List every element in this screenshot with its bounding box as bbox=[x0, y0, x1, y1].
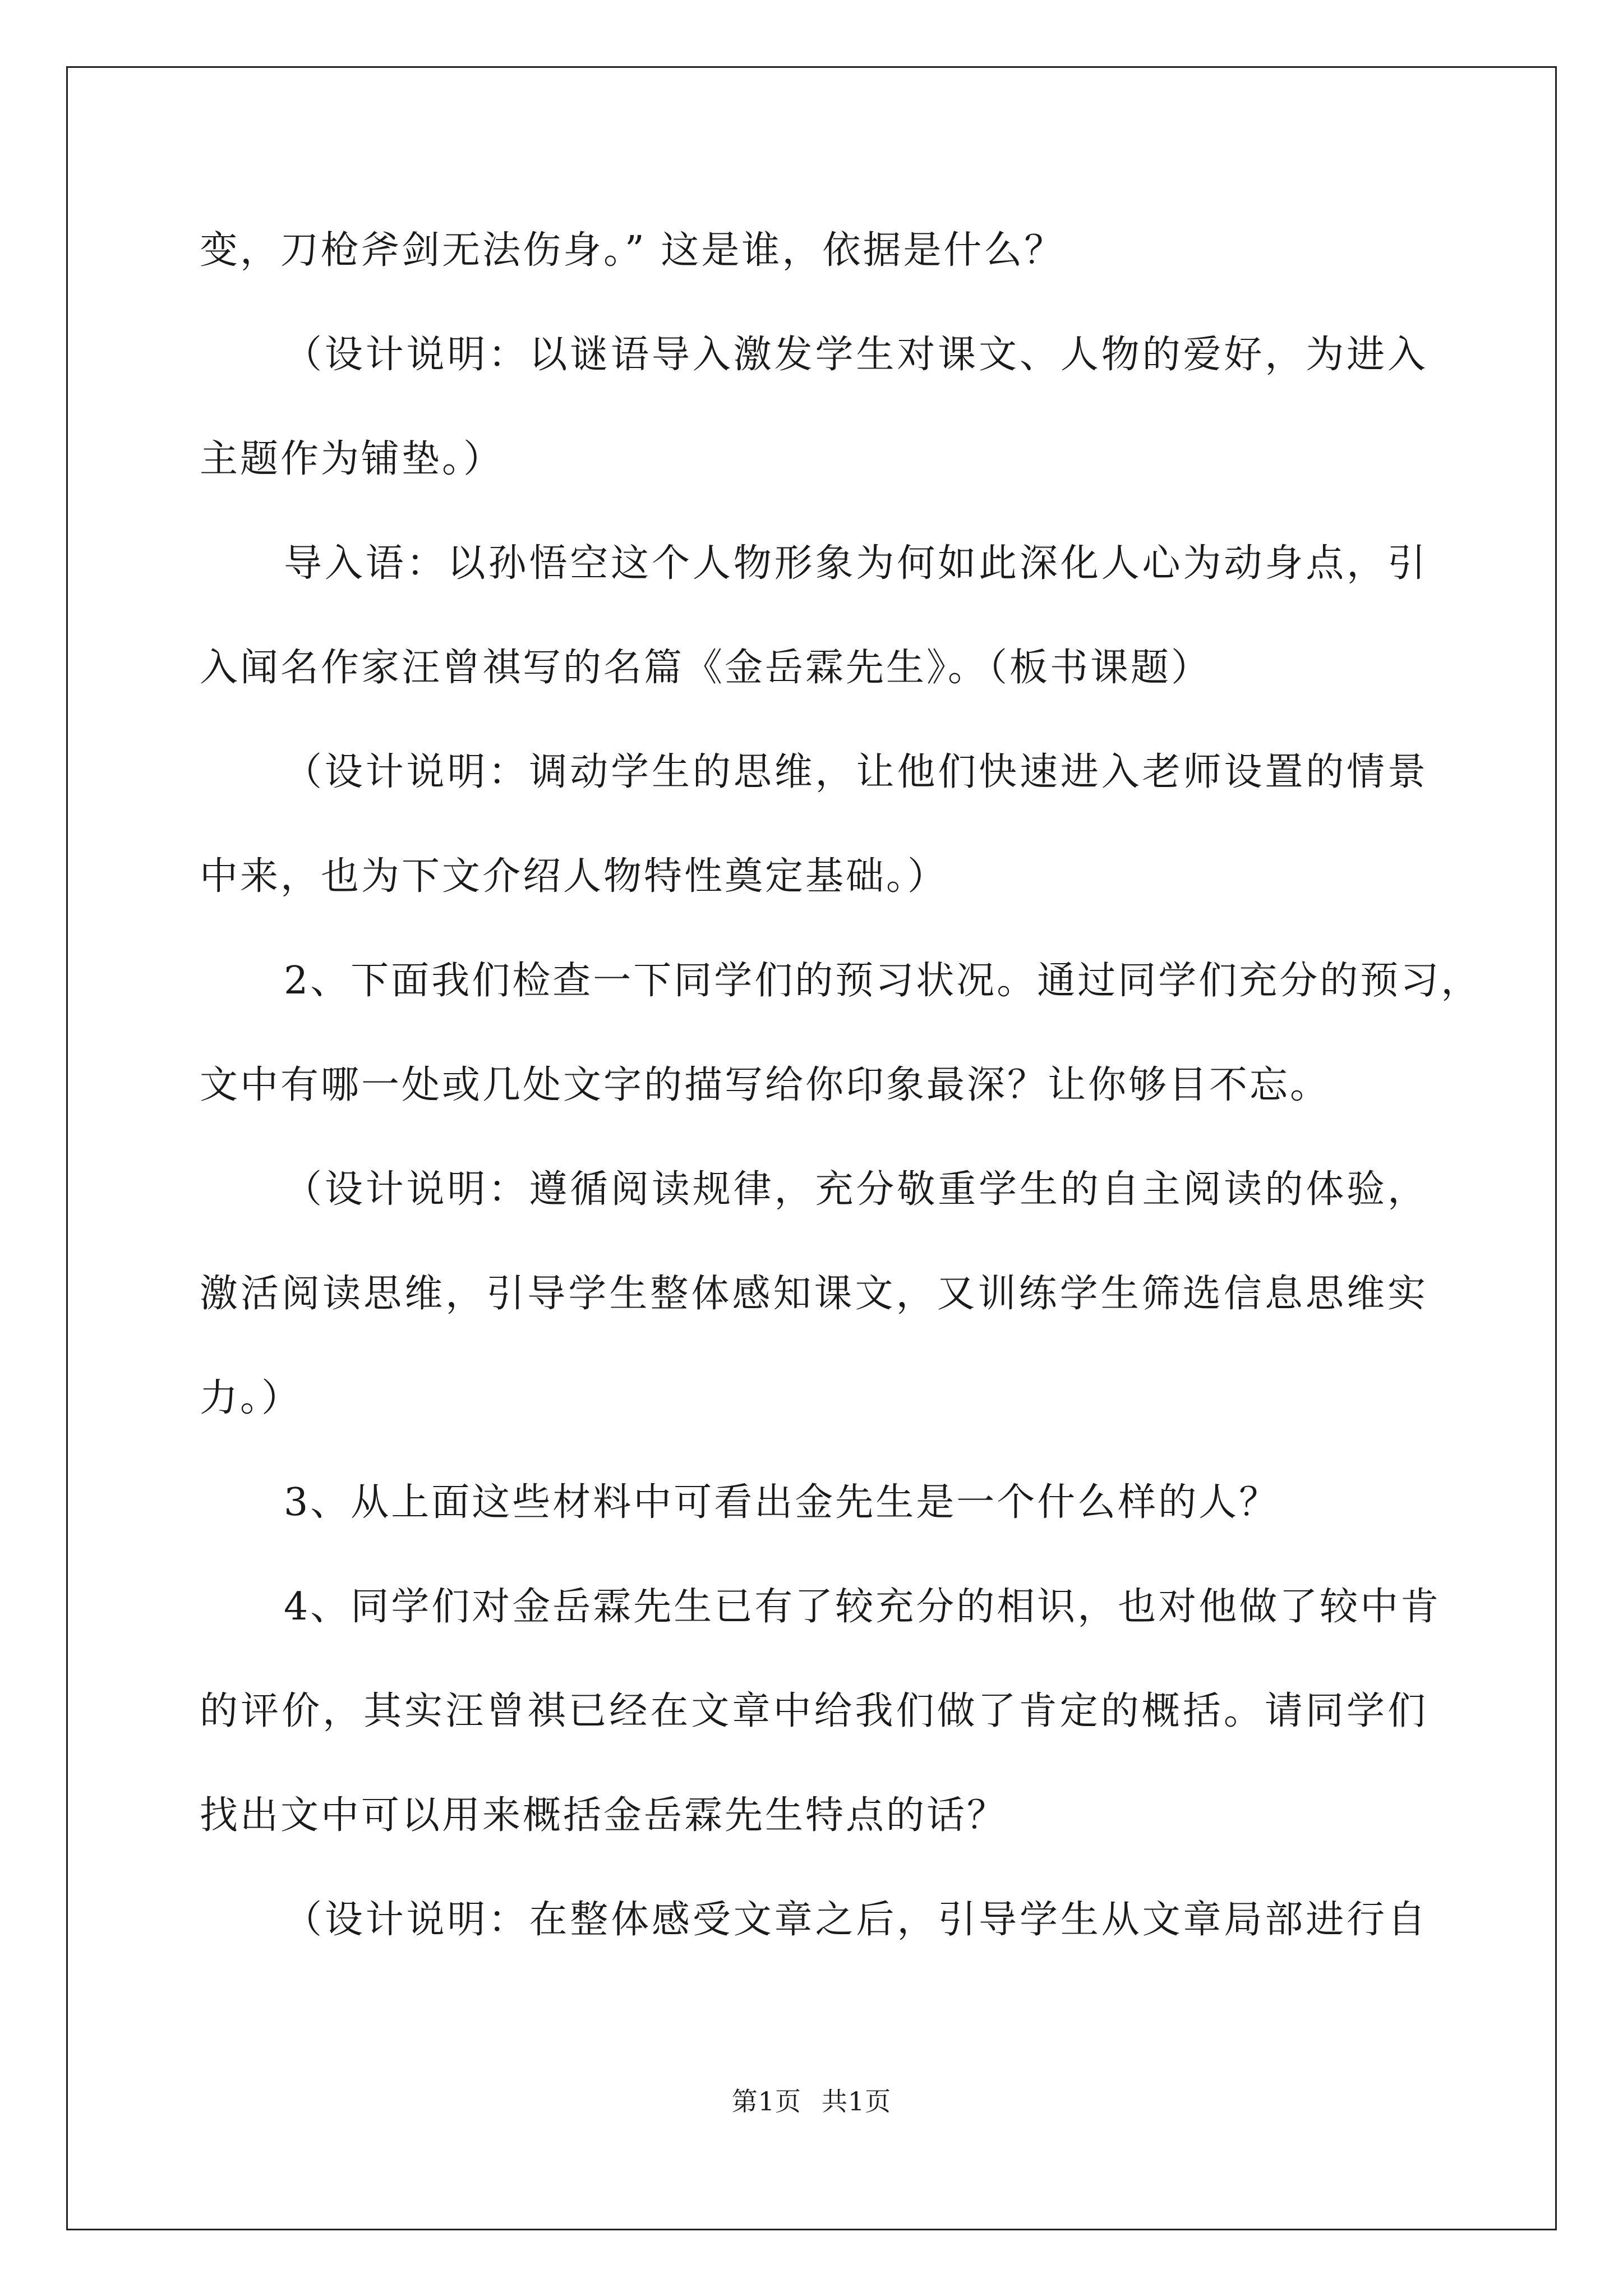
text-line: 2、下面我们检查一下同学们的预习状况。通过同学们充分的预习， bbox=[284, 959, 1482, 1003]
text-line: 激活阅读思维，引导学生整体感知课文，又训练学生筛选信息思维实 bbox=[200, 1272, 1428, 1316]
page-number: 第1页 bbox=[731, 2086, 801, 2116]
text-line: 中来，也为下文介绍人物特性奠定基础。） bbox=[200, 854, 948, 899]
text-line: 的评价，其实汪曾祺已经在文章中给我们做了肯定的概括。请同学们 bbox=[200, 1689, 1428, 1733]
text-line: 导入语：以孙悟空这个人物形象为何如此深化人心为动身点，引 bbox=[284, 541, 1428, 586]
text-line: （设计说明：在整体感受文章之后，引导学生从文章局部进行自 bbox=[284, 1898, 1428, 1942]
text-line: 文中有哪一处或几处文字的描写给你印象最深？让你够目不忘。 bbox=[200, 1063, 1331, 1107]
page-total: 共1页 bbox=[822, 2086, 892, 2116]
text-line: 变，刀枪斧剑无法伤身。” 这是谁，依据是什么？ bbox=[200, 228, 1065, 273]
document-body bbox=[200, 213, 1482, 1987]
text-line: 入闻名作家汪曾祺写的名篇《金岳霖先生》。（板书课题） bbox=[200, 646, 1212, 690]
text-line: （设计说明：以谜语导入激发学生对课文、人物的爱好，为进入 bbox=[284, 333, 1428, 377]
text-line: 4、同学们对金岳霖先生已有了较充分的相识，也对他做了较中肯 bbox=[284, 1585, 1441, 1629]
text-line: （设计说明：调动学生的思维，让他们快速进入老师设置的情景 bbox=[284, 750, 1428, 794]
text-line: 3、从上面这些材料中可看出金先生是一个什么样的人？ bbox=[284, 1480, 1280, 1525]
text-line: 力。） bbox=[200, 1376, 302, 1420]
page-footer bbox=[0, 2085, 1623, 2118]
text-line: （设计说明：遵循阅读规律，充分敬重学生的自主阅读的体验， bbox=[284, 1167, 1428, 1212]
text-line: 找出文中可以用来概括金岳霖先生特点的话？ bbox=[200, 1793, 1008, 1838]
text-line: 主题作为铺垫。） bbox=[200, 437, 504, 481]
